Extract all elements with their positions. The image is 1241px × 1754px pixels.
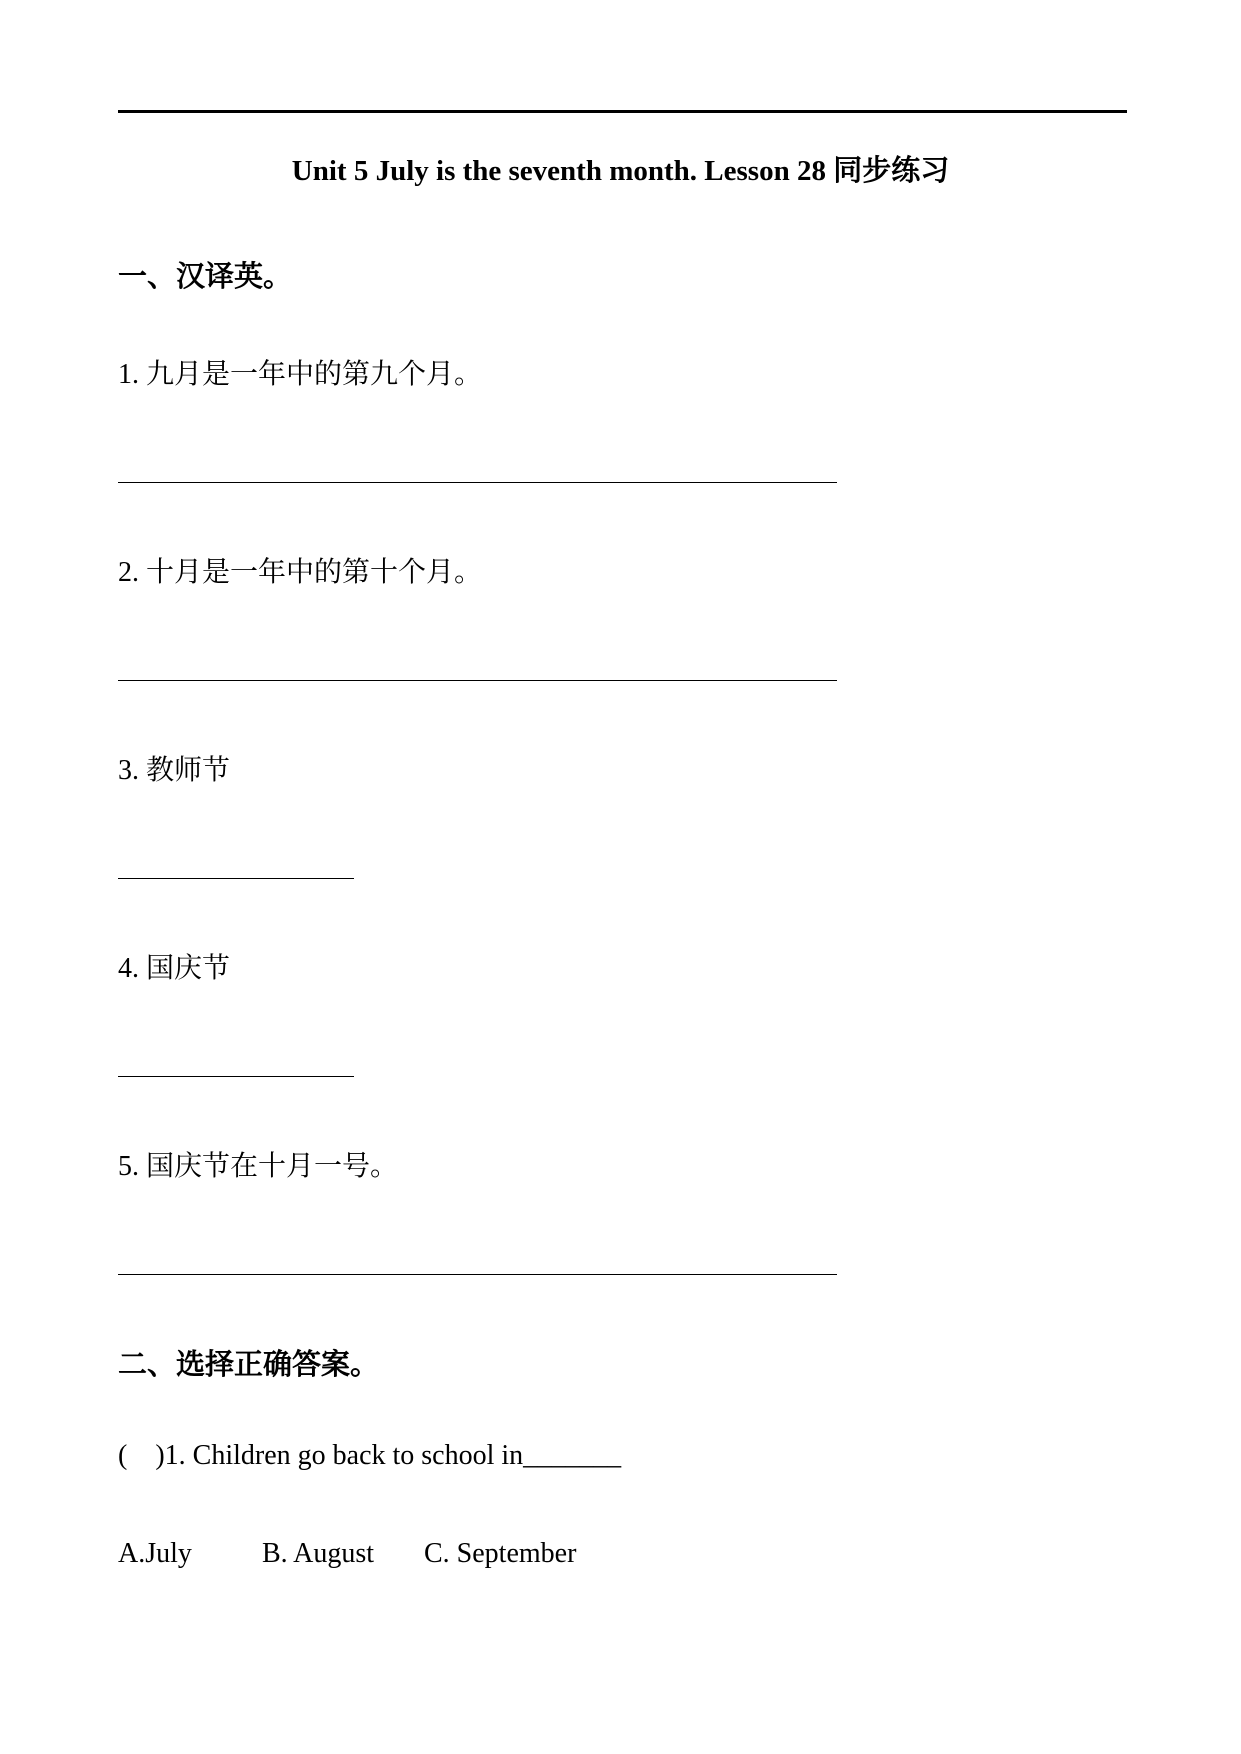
option-c[interactable]: C. September (424, 1538, 577, 1569)
answer-line-3[interactable] (118, 878, 354, 879)
option-a[interactable]: A.July (118, 1538, 192, 1569)
choice-question-1: ( )1. Children go back to school in_______ (118, 1440, 622, 1471)
page-title: Unit 5 July is the seventh month. Lesson 28 同步练习 (291, 155, 950, 187)
section-heading-translate: 一、汉译英。 (118, 261, 293, 293)
top-rule (118, 110, 1127, 113)
question-4: 4. 国庆节 (118, 953, 231, 984)
question-3: 3. 教师节 (118, 755, 231, 786)
option-b[interactable]: B. August (262, 1538, 375, 1569)
answer-line-1[interactable] (118, 482, 837, 483)
section-heading-choice: 二、选择正确答案。 (118, 1349, 380, 1381)
answer-line-5[interactable] (118, 1274, 837, 1275)
question-5: 5. 国庆节在十月一号。 (118, 1151, 399, 1182)
question-1: 1. 九月是一年中的第九个月。 (118, 359, 483, 390)
answer-line-4[interactable] (118, 1076, 354, 1077)
answer-line-2[interactable] (118, 680, 837, 681)
question-2: 2. 十月是一年中的第十个月。 (118, 557, 483, 588)
